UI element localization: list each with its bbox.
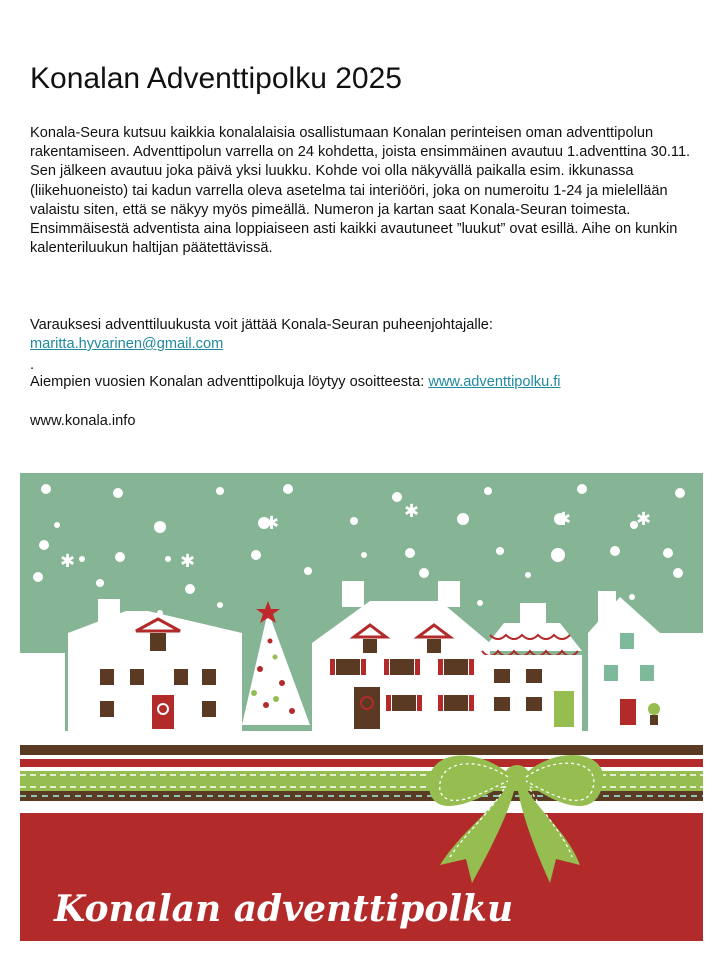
adventtipolku-link[interactable]: www.adventtipolku.fi	[428, 374, 561, 390]
page-title: Konalan Adventtipolku 2025	[30, 62, 402, 95]
svg-text:✱: ✱	[636, 509, 652, 530]
svg-text:✱: ✱	[556, 509, 572, 530]
svg-text:✱: ✱	[264, 513, 280, 534]
svg-text:✱: ✱	[404, 501, 420, 522]
svg-text:✱: ✱	[60, 551, 76, 572]
svg-text:✱: ✱	[180, 551, 196, 572]
email-link[interactable]: maritta.hyvarinen@gmail.com	[30, 336, 224, 352]
previous-paths-text: Aiempien vuosien Konalan adventtipolkuja löytyy osoitteesta:	[30, 374, 429, 390]
separator-dot: .	[30, 357, 35, 373]
intro-paragraph: Konala-Seura kutsuu kaikkia konalalaisia osallistumaan Konalan perinteisen oman adventtipolun rakentamiseen. Adventtipolun varrella on 24 kohdetta, joista ensimmäinen avautuu 1.adventtina 30.11. Sen jälkeen avautuu joka päivä yksi luukku. Kohde voi olla näkyvällä paikalla esim. ikkunassa (liikehuoneisto) tai kadun varrella oleva asetelma tai interiööri, joka on numeroitu 1-24 ja mielellään valaistu siten, että se näkyy myös pimeällä. Numeron ja kartan saat Konala-Seuran toimesta. Ensimmäisestä adventista aina loppiaiseen asti kaikki avautuneet ”luukut” ovat esillä. Aihe on kunkin kalenteriluukun haltijan päätettävissä.	[30, 125, 691, 257]
previous-paths-line	[30, 373, 561, 392]
banner-caption: Konalan adventtipolku	[54, 888, 514, 930]
reservation-text: Varauksesi adventtiluukusta voit jättää Konala-Seuran puheenjohtajalle:	[30, 317, 493, 333]
advent-banner-illustration	[20, 473, 703, 941]
website-text: www.konala.info	[30, 413, 136, 429]
